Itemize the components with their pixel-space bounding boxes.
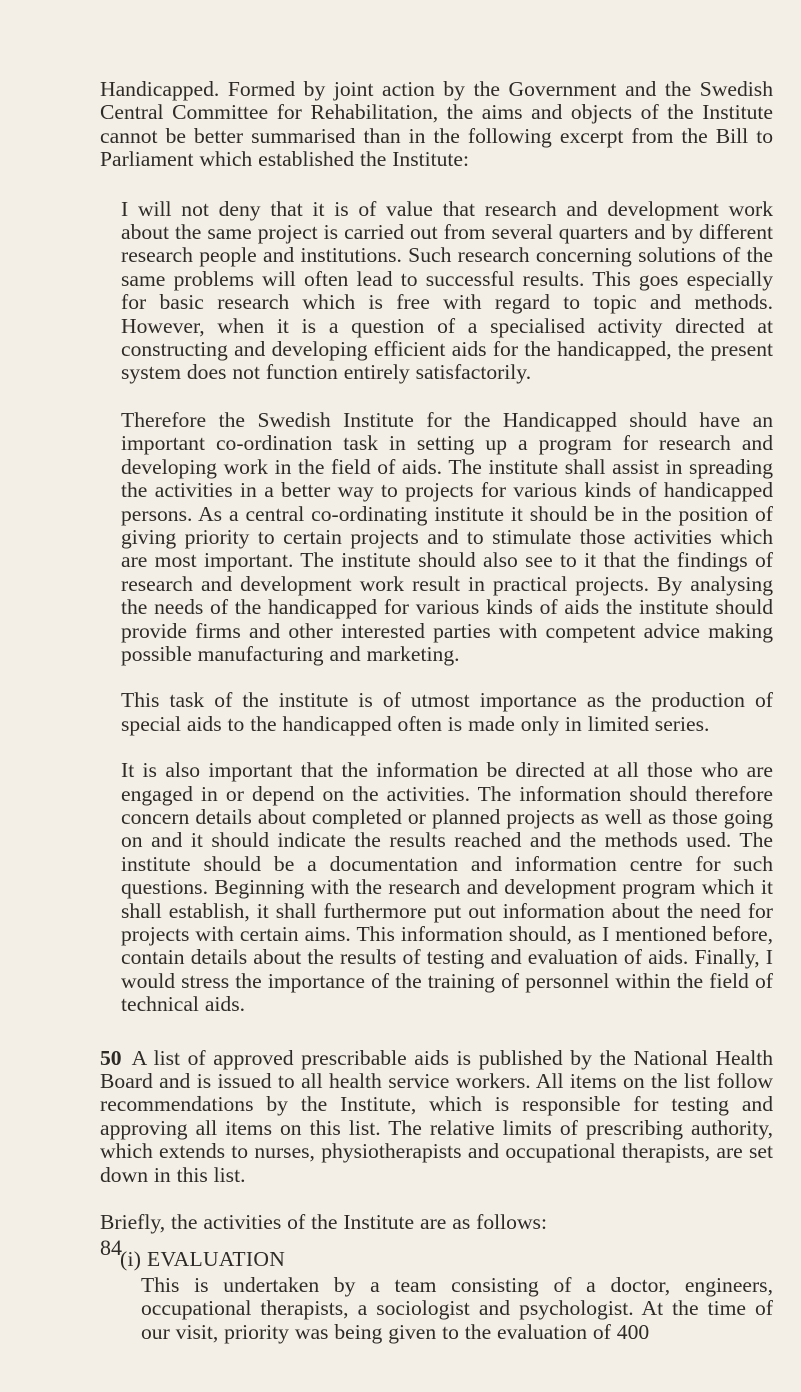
activity-title: EVALUATION [146,1247,286,1272]
activities-intro: Briefly, the activities of the Institute are as follows: [100,1210,547,1235]
page-number: 84 [100,1235,122,1260]
activity-item [120,1248,773,1344]
activity-text: This is undertaken by a team consisting of a doctor, engineers, occupational therapists, a sociologist and psychologist. At the time of our visit, priority was being given to the evaluation of 400 [141,1272,773,1344]
quote-paragraph-3: This task of the institute is of utmost importance as the production of special aids to the handicapped often is made only in limited series. [121,688,773,736]
section-number: 50 [100,1045,122,1070]
quote-paragraph-1: I will not deny that it is of value that research and development work about the same project is carried out from several quarters and by different research people and institutions. Such research concerning solutions of the same problems will often lead to successful results. This goes especially for basic research which is free with regard to topic and methods. However, when it is a question of a specialised activity directed at constructing and developing efficient aids for the handicapped, the present system does not function entirely satisfactorily. [121,196,773,385]
activity-marker: (i) [120,1247,142,1272]
quote-paragraph-2: Therefore the Swedish Institute for the Handicapped should have an important co-ordination task in setting up a program for research and developing work in the field of aids. The institute shall assist in spreading the activities in a better way to projects for various kinds of handicapped persons. As a central co-ordinating institute it should be in the position of giving priority to certain projects and to stimulate those activities which are most important. The institute should also see to it that the findings of research and development work result in practical projects. By analysing the needs of the handicapped for various kinds of aids the institute should provide firms and other interested parties with competent advice making possible manufacturing and marketing. [121,407,773,666]
section-50-paragraph [100,1047,773,1187]
activity-heading [120,1248,773,1271]
section-text: A list of approved prescribable aids is published by the National Health Board and is issued to all health service workers. All items on the list follow recommendations by the Institute, which is responsible for testing and approving all items on this list. The relative limits of prescribing authority, which extends to nurses, physiotherapists and occupational therapists, are set down in this list. [100,1045,773,1187]
quote-paragraph-4: It is also important that the information be directed at all those who are engaged in or depend on the activities. The information should therefore concern details about completed or planned projects as well as those going on and it should indicate the results reached and the methods used. The institute should be a documentation and information centre for such questions. Beginning with the research and development program which it shall establish, it shall furthermore put out information about the need for projects with certain aims. This information should, as I mentioned before, contain details about the results of testing and evaluation of aids. Finally, I would stress the importance of the training of personnel within the field of technical aids. [121,758,773,1017]
intro-paragraph: Handicapped. Formed by joint action by the Government and the Swedish Central Committee for Rehabilitation, the aims and objects of the Institute cannot be better summarised than in the following excerpt from the Bill to Parliament which established the Institute: [100,77,773,172]
